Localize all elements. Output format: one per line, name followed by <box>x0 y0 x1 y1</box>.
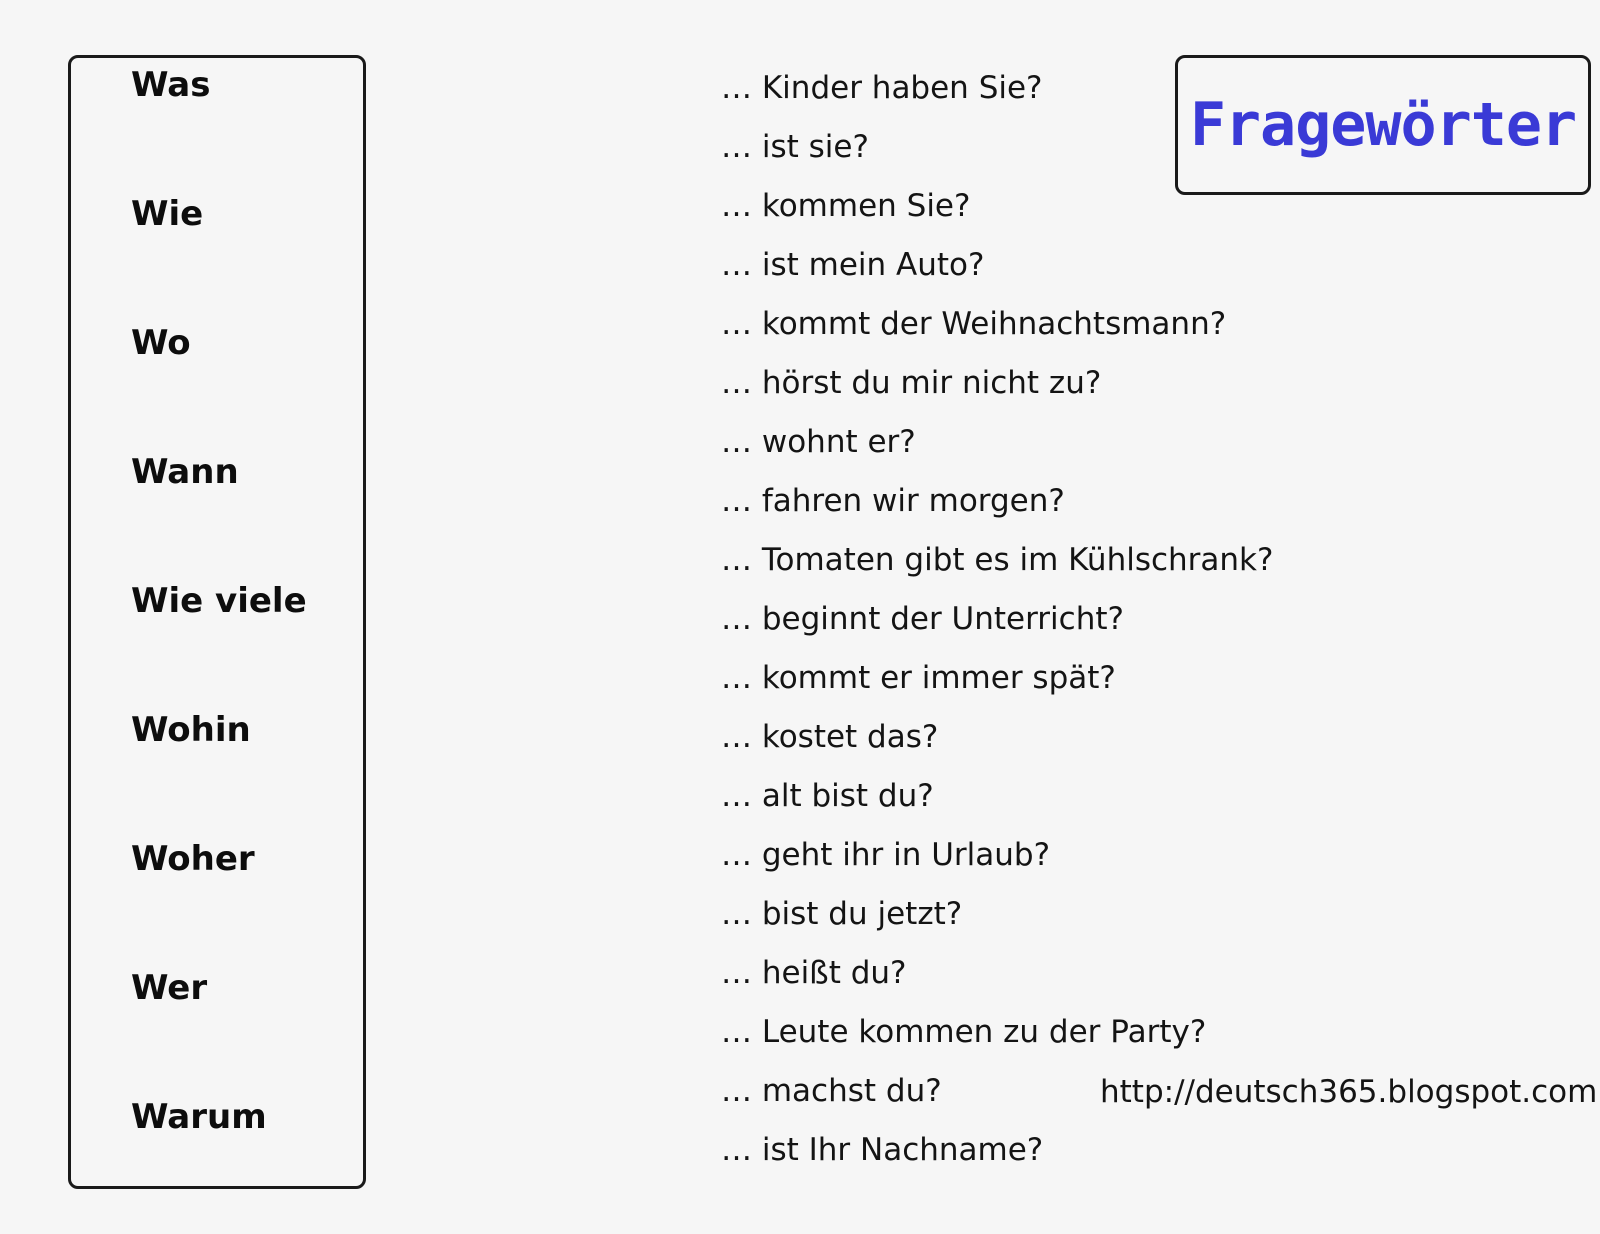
question-word-item: Wann <box>131 452 239 492</box>
sentence-item: … kommt der Weihnachtsmann? <box>721 306 1227 342</box>
question-word-box <box>68 55 366 1189</box>
sentence-item: … alt bist du? <box>721 778 934 814</box>
sentence-item: … kostet das? <box>721 719 939 755</box>
sentence-item: … Tomaten gibt es im Kühlschrank? <box>721 542 1274 578</box>
sentence-item: … geht ihr in Urlaub? <box>721 837 1051 873</box>
question-word-item: Wohin <box>131 710 251 750</box>
sentence-item: … Leute kommen zu der Party? <box>721 1014 1207 1050</box>
source-url: http://deutsch365.blogspot.com <box>1100 1074 1598 1110</box>
question-word-item: Was <box>131 65 211 105</box>
sentence-item: … ist mein Auto? <box>721 247 985 283</box>
sentence-item: … machst du? <box>721 1073 942 1109</box>
question-word-item: Wer <box>131 968 208 1008</box>
question-word-item: Wo <box>131 323 191 363</box>
sentence-item: … Kinder haben Sie? <box>721 70 1043 106</box>
sentence-item: … beginnt der Unterricht? <box>721 601 1124 637</box>
sentence-item: … kommen Sie? <box>721 188 971 224</box>
sentence-item: … heißt du? <box>721 955 907 991</box>
sentence-item: … bist du jetzt? <box>721 896 963 932</box>
question-word-item: Warum <box>131 1097 267 1137</box>
title-box <box>1175 55 1591 195</box>
sentence-item: … hörst du mir nicht zu? <box>721 365 1102 401</box>
sentence-item: … ist Ihr Nachname? <box>721 1132 1044 1168</box>
page-title: Fragewörter <box>1189 90 1577 160</box>
question-word-item: Wie <box>131 194 204 234</box>
question-word-item: Wie viele <box>131 581 307 621</box>
question-word-item: Woher <box>131 839 255 879</box>
sentence-item: … kommt er immer spät? <box>721 660 1116 696</box>
sentence-item: … ist sie? <box>721 129 869 165</box>
sentence-item: … wohnt er? <box>721 424 916 460</box>
sentence-item: … fahren wir morgen? <box>721 483 1065 519</box>
